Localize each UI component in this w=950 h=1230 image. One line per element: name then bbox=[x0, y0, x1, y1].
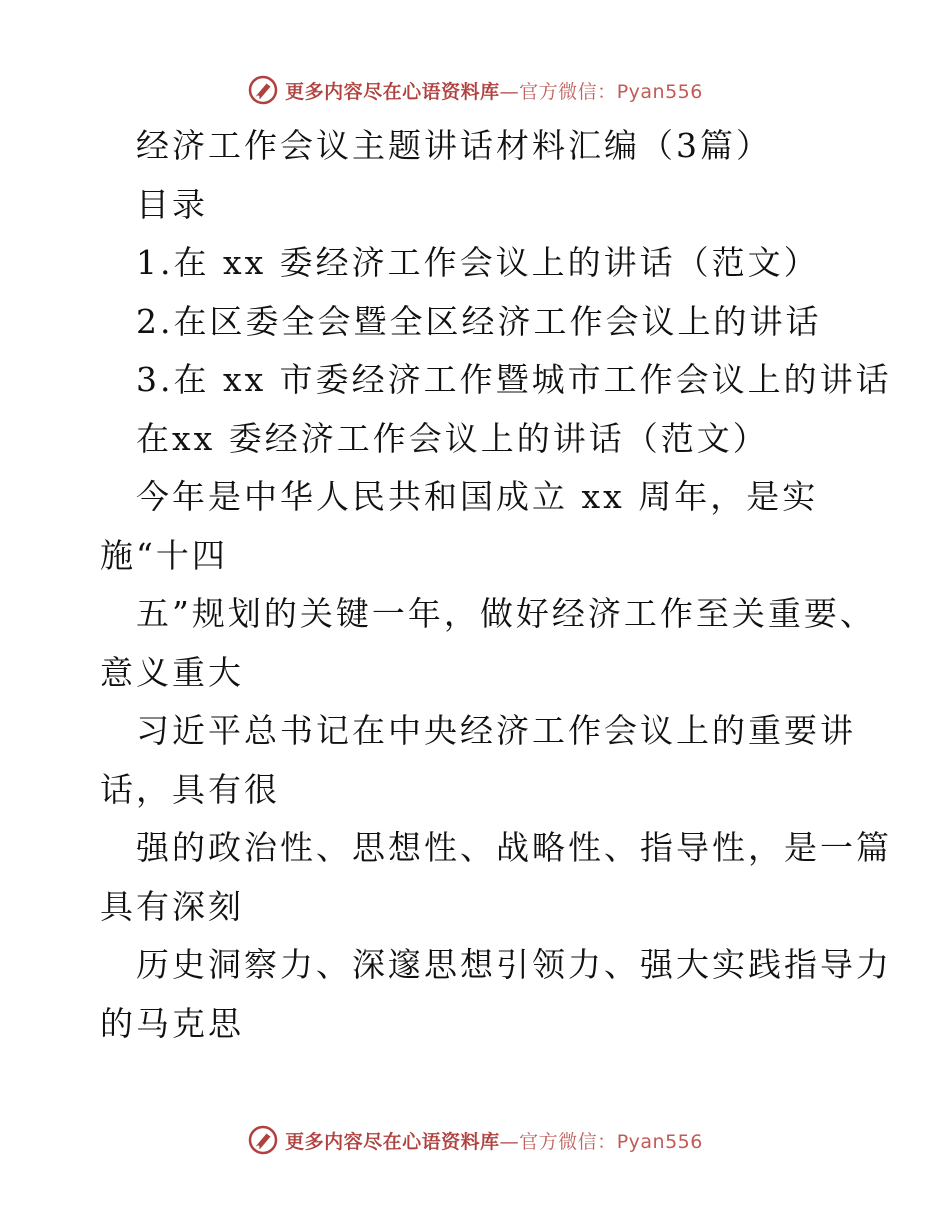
header-banner bbox=[0, 70, 950, 110]
paragraph-line: 五”规划的关键一年，做好经济工作至关重要、 bbox=[136, 594, 876, 633]
paragraph-line: 的马克思 bbox=[100, 1003, 244, 1043]
pen-logo-icon bbox=[247, 74, 279, 106]
paragraph-line: 具有深刻 bbox=[100, 886, 244, 926]
document-body bbox=[100, 117, 892, 1053]
toc-heading: 目录 bbox=[136, 184, 208, 224]
document-title: 经济工作会议主题讲话材料汇编（3篇） bbox=[136, 126, 772, 165]
paragraph-line: 施“十四 bbox=[100, 535, 228, 575]
banner-text: 更多内容尽在心语资料库—官方微信：Pyan556 bbox=[285, 80, 703, 103]
paragraph-line: 意义重大 bbox=[100, 652, 244, 692]
banner-text: 更多内容尽在心语资料库—官方微信：Pyan556 bbox=[285, 1130, 703, 1153]
pen-logo-icon bbox=[247, 1124, 279, 1156]
toc-item: 3.在 xx 市委经济工作暨城市工作会议上的讲话 bbox=[136, 360, 892, 399]
section-title: 在xx 委经济工作会议上的讲话（范文） bbox=[136, 418, 769, 458]
paragraph-line: 历史洞察力、深邃思想引领力、强大实践指导力 bbox=[136, 945, 892, 984]
paragraph-line: 强的政治性、思想性、战略性、指导性，是一篇 bbox=[136, 828, 892, 867]
toc-item: 1.在 xx 委经济工作会议上的讲话（范文） bbox=[136, 243, 820, 282]
toc-item: 2.在区委全会暨全区经济工作会议上的讲话 bbox=[136, 301, 822, 341]
paragraph-line: 习近平总书记在中央经济工作会议上的重要讲 bbox=[136, 711, 856, 750]
paragraph-line: 今年是中华人民共和国成立 xx 周年，是实 bbox=[136, 477, 819, 516]
paragraph-line: 话，具有很 bbox=[100, 769, 280, 809]
footer-banner bbox=[0, 1120, 950, 1160]
